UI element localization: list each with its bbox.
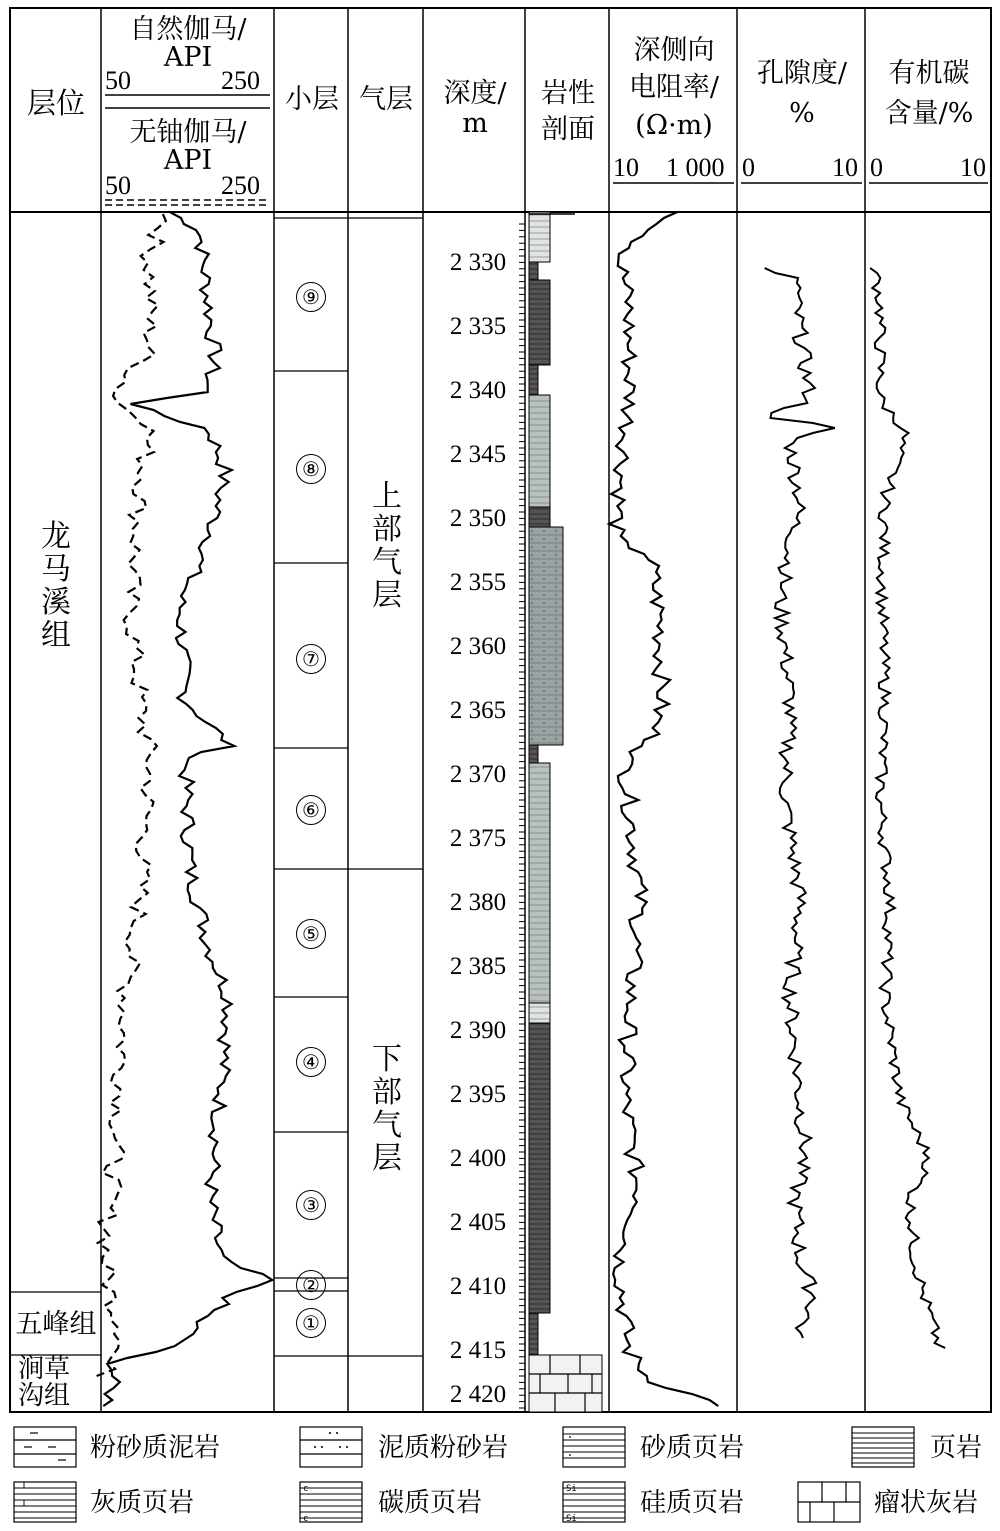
por-title: 孔隙度/ (756, 58, 848, 89)
legend-carbonaceous-shale: 碳质页岩 (378, 1488, 483, 1518)
sublayer-9: ⑨ (296, 282, 326, 312)
depth-label: 2 395 (449, 1081, 507, 1108)
sublayer-3: ③ (296, 1190, 326, 1220)
kth-title: 无铀伽马/ (129, 117, 247, 148)
sublayer-6: ⑥ (296, 795, 326, 825)
sublayer-2: ② (296, 1270, 326, 1300)
gas-layer-upper: 上部气层 (372, 479, 402, 613)
col-depth-unit: m (462, 108, 488, 139)
depth-label: 2 390 (449, 1017, 507, 1044)
col-layer-title: 层位 (26, 86, 85, 120)
res-max: 1 000 (666, 153, 725, 182)
por-min: 0 (742, 153, 755, 182)
lithology-column (529, 212, 602, 1412)
col-lithology-title-2: 剖面 (541, 114, 595, 145)
deep-lateral-resistivity-curve (609, 212, 718, 1406)
kth-max: 250 (221, 171, 260, 200)
depth-label: 2 335 (449, 313, 507, 340)
sublayer-1: ① (296, 1308, 326, 1338)
kth-min: 50 (105, 171, 131, 200)
legend-sandy-shale: 砂质页岩 (640, 1433, 745, 1463)
legend-siliceous-shale: 硅质页岩 (640, 1488, 745, 1518)
svg-text:c: c (303, 1514, 309, 1524)
depth-label: 2 415 (449, 1337, 507, 1364)
sublayer-4: ④ (296, 1047, 326, 1077)
toc-title: 有机碳 (888, 58, 970, 89)
sublayer-5: ⑤ (296, 919, 326, 949)
res-title: 深侧向 (633, 35, 715, 66)
res-title-unit: (Ω·m) (635, 110, 713, 141)
gr-min: 50 (105, 66, 131, 95)
col-sublayer-title: 小层 (285, 84, 339, 115)
depth-label: 2 375 (449, 825, 507, 852)
formation-jiancaogou: 涧草沟组 (17, 1354, 70, 1411)
por-title-unit: % (789, 98, 815, 129)
sublayer-8: ⑧ (296, 454, 326, 484)
toc-curve (870, 268, 945, 1348)
legend-nodular-limestone: 瘤状灰岩 (874, 1488, 979, 1518)
svg-text:Si: Si (566, 1514, 577, 1524)
depth-label: 2 385 (449, 953, 507, 980)
gr-max: 250 (221, 66, 260, 95)
depth-label: 2 380 (449, 889, 507, 916)
formation-wufeng: 五峰组 (15, 1309, 97, 1340)
depth-label: 2 420 (449, 1381, 507, 1408)
legend-shale: 页岩 (930, 1433, 983, 1463)
natural-gamma-curve (103, 212, 272, 1406)
depth-label: 2 370 (449, 761, 507, 788)
kth-title-unit: API (163, 145, 213, 176)
depth-label: 2 360 (449, 633, 507, 660)
gas-layer-lower: 下部气层 (372, 1042, 402, 1176)
depth-label: 2 400 (449, 1145, 507, 1172)
gr-title: 自然伽马/ (129, 14, 247, 45)
depth-label: 2 350 (449, 505, 507, 532)
legend-calcareous-shale: 灰质页岩 (90, 1488, 195, 1518)
uranium-free-gamma-curve (97, 214, 166, 1376)
depth-label: 2 345 (449, 441, 507, 468)
col-lithology-title: 岩性 (541, 78, 595, 109)
col-gaslayer-title: 气层 (359, 84, 413, 115)
formation-longmaxi: 龙马溪组 (41, 519, 71, 653)
depth-label: 2 405 (449, 1209, 507, 1236)
col-depth-title: 深度/ (443, 78, 507, 109)
toc-title-unit: 含量/% (884, 98, 974, 129)
svg-text:Si: Si (566, 1484, 577, 1494)
svg-text:c: c (303, 1484, 309, 1494)
sublayer-7: ⑦ (296, 644, 326, 674)
depth-label: 2 365 (449, 697, 507, 724)
depth-label: 2 340 (449, 377, 507, 404)
res-title-2: 电阻率/ (628, 72, 720, 103)
toc-max: 10 (960, 153, 986, 182)
gr-title-unit: API (163, 42, 213, 73)
depth-label: 2 355 (449, 569, 507, 596)
res-min: 10 (613, 153, 639, 182)
porosity-curve (765, 268, 835, 1338)
legend-silty-mudstone: 粉砂质泥岩 (90, 1433, 221, 1463)
toc-min: 0 (870, 153, 883, 182)
legend-muddy-siltstone: 泥质粉砂岩 (378, 1433, 509, 1463)
depth-label: 2 410 (449, 1273, 507, 1300)
depth-label: 2 330 (449, 249, 507, 276)
por-max: 10 (832, 153, 858, 182)
